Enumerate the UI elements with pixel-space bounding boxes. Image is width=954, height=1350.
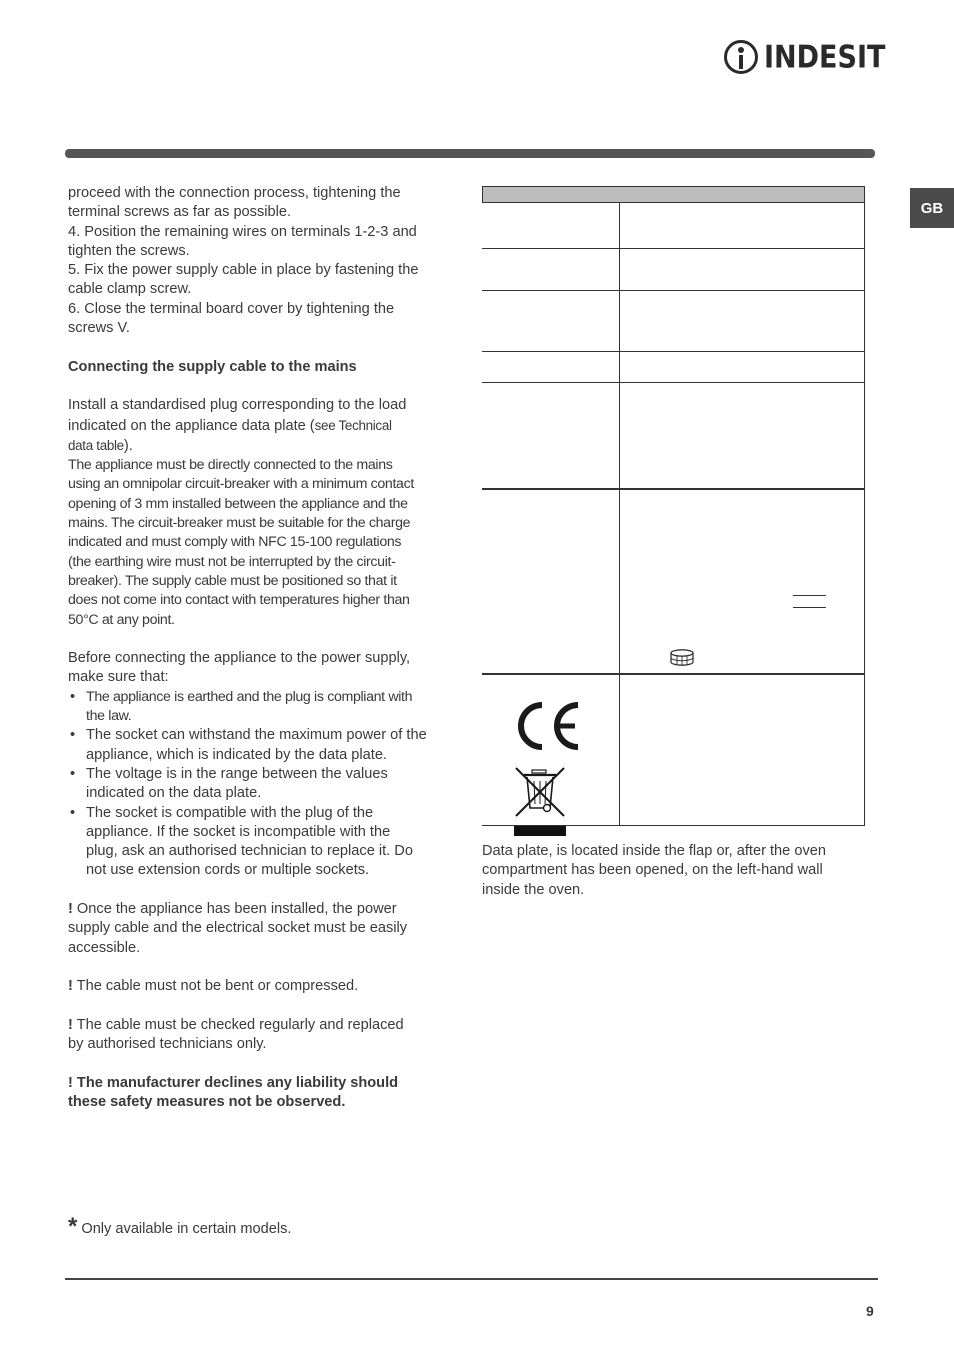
blank-line [793,595,826,596]
warning-note: ! The cable must not be bent or compressed. [68,978,359,995]
text-line: by authorised technicians only. [68,1036,267,1053]
row-divider [482,488,865,490]
warning-note: ! Once the appliance has been installed, the power [68,900,397,917]
text-line: 5. Fix the power supply cable in place by fastening the [68,262,419,279]
left-column [68,184,450,1112]
text-line: indicated and must comply with NFC 15-100 regulations [68,534,402,551]
text-line: terminal screws as far as possible. [68,204,292,221]
text-line: 6. Close the terminal board cover by tightening the [68,300,395,317]
text-line: 50°C at any point. [68,611,175,628]
table-reference: see Technical [314,417,392,433]
row-divider [482,248,865,249]
logo-wordmark: INDESIT [764,39,886,75]
table-body [482,203,865,826]
indesit-logo [724,35,885,79]
list-item: • The appliance is earthed and the plug is compliant with the law. [68,688,450,727]
text-line: proceed with the connection process, tightening the [68,185,401,201]
list-item: • The socket is compatible with the plug of the appliance. If the socket is incompatible with the plug, ask an authorised technician to replace it. Do not use extension cords or multiple sockets. [68,804,450,881]
text-span: ). [123,437,133,454]
text-line: screws V. [68,320,130,337]
logo-i-icon [724,40,758,74]
row-divider [482,290,865,291]
page-number: 9 [866,1303,874,1319]
text-line: Before connecting the appliance to the power supply, [68,650,411,667]
text-line: opening of 3 mm installed between the appliance and the [68,495,408,512]
table-header [482,186,865,203]
text-line [68,416,450,436]
row-divider [482,351,865,352]
text-line: Install a standardised plug corresponding to the load [68,397,407,414]
footer-rule [65,1278,878,1280]
blank-line [793,607,826,608]
text-line: breaker). The supply cable must be positioned so that it [68,572,397,589]
column-divider [619,203,620,826]
text-line: The appliance must be directly connected to the mains [68,457,393,474]
warning-note: ! The cable must be checked regularly and replaced [68,1016,404,1033]
text-line: using an omnipolar circuit-breaker with a minimum contact [68,476,414,493]
text-line: mains. The circuit-breaker must be suitable for the charge [68,515,411,532]
text-line: Data plate, is located inside the flap or, after the oven [482,843,826,859]
row-divider [482,382,865,383]
burner-icon [669,648,695,668]
checklist [68,688,450,881]
weee-bin-icon [514,766,568,838]
text-line [68,436,450,456]
text-line: 4. Position the remaining wires on terminals 1-2-3 and [68,223,417,240]
asterisk-mark: * [68,1213,78,1240]
ce-mark-icon [512,699,582,753]
text-line: (the earthing wire must not be interrupted by the circuit- [68,553,396,570]
technical-data-table [482,186,865,826]
text-line: tighten the screws. [68,242,190,259]
text-line: these safety measures not be observed. [68,1093,346,1110]
header-rule [65,149,875,158]
list-item: • The voltage is in the range between the values indicated on the data plate. [68,765,450,804]
text-span: indicated on the appliance data plate ( [68,417,315,434]
text-line: supply cable and the electrical socket must be easily [68,920,408,937]
language-tab: GB [910,188,954,228]
text-line: compartment has been opened, on the left-hand wall [482,862,823,879]
liability-warning: ! The manufacturer declines any liability should [68,1074,399,1091]
text-line: cable clamp screw. [68,281,192,298]
text-line: inside the oven. [482,881,585,898]
footnote [68,1215,291,1239]
text-line: make sure that: [68,669,169,686]
footnote-text: Only available in certain models. [81,1221,292,1237]
list-item: • The socket can withstand the maximum power of the appliance, which is indicated by the data plate. [68,726,450,765]
text-line: accessible. [68,939,141,956]
row-divider [482,673,865,675]
section-heading: Connecting the supply cable to the mains [68,358,357,375]
text-line: does not come into contact with temperatures higher than [68,592,410,609]
data-plate-caption [482,842,867,900]
table-reference: data table [68,437,124,453]
